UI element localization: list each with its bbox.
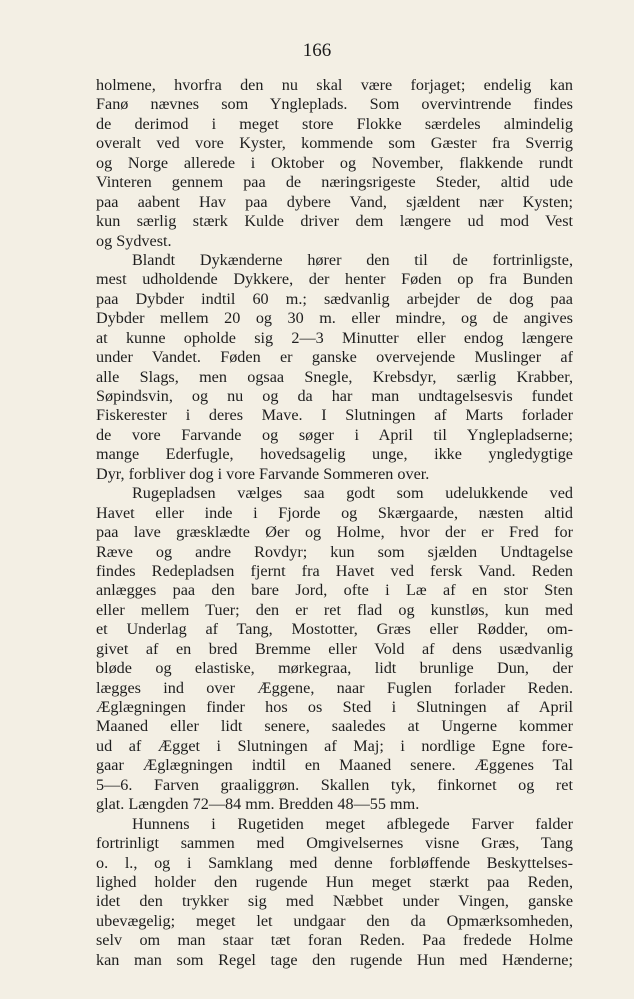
text-line: givet af en bred Bremme eller Vold af dens usædvanlig bbox=[96, 639, 573, 658]
text-line: holmene, hvorfra den nu skal være forjaget; endelig kan bbox=[96, 76, 573, 94]
text-line: Vinteren gennem paa de næringsrigeste Steder, altid ude bbox=[96, 173, 573, 192]
text-line: glat. Længden 72—84 mm. Bredden 48—55 mm. bbox=[96, 795, 420, 814]
text-line: Dybder mellem 20 og 30 m. eller mindre, og de angives bbox=[96, 309, 573, 328]
text-line: 5—6. Farven graaliggrøn. Skallen tyk, finkornet og ret bbox=[96, 775, 573, 794]
text-line: idet den trykker sig med Næbbet under Vingen, ganske bbox=[96, 892, 573, 911]
body-text bbox=[96, 76, 573, 970]
text-line: Hunnens i Rugetiden meget afblegede Farver falder bbox=[132, 814, 573, 833]
text-line: Ræve og andre Rovdyr; kun som sjælden Undtagelse bbox=[96, 542, 573, 561]
text-line: Dyr, forbliver dog i vore Farvande Sommeren over. bbox=[96, 464, 430, 483]
text-line: anlægges paa den bare Jord, ofte i Læ af en stor Sten bbox=[96, 581, 573, 600]
text-line: Søpindsvin, og nu og da har man undtagelsesvis fundet bbox=[96, 387, 573, 405]
text-line: de derimod i meget store Flokke særdeles almindelig bbox=[96, 114, 573, 133]
text-line: mest udholdende Dykkere, der henter Føden op fra Bunden bbox=[96, 270, 573, 289]
text-line: kun særlig stærk Kulde driver dem længere ud mod Vest bbox=[96, 212, 573, 231]
text-line: gaar Æglægningen indtil en Maaned senere. Æggenes Tal bbox=[96, 756, 573, 775]
text-line: fortrinligt sammen med Omgivelsernes visne Græs, Tang bbox=[96, 834, 573, 853]
text-line: Havet eller inde i Fjorde og Skærgaarde, næsten altid bbox=[96, 503, 573, 522]
text-line: og Sydvest. bbox=[96, 231, 172, 250]
text-line: at kunne opholde sig 2—3 Minutter eller endog længere bbox=[96, 328, 573, 347]
text-line: findes Redepladsen fjernt fra Havet ved fersk Vand. Reden bbox=[96, 561, 573, 580]
text-line: Blandt Dykænderne hører den til de fortrinligste, bbox=[132, 250, 573, 269]
text-line: o. l., og i Samklang med denne forbløffende Beskyttelses- bbox=[96, 853, 573, 872]
text-line: paa aabent Hav paa dybere Vand, sjældent nær Kysten; bbox=[96, 192, 573, 211]
text-line: alle Slags, men ogsaa Snegle, Krebsdyr, særlig Krabber, bbox=[96, 367, 573, 386]
text-line: og Norge allerede i Oktober og November, flakkende rundt bbox=[96, 153, 573, 172]
text-line: paa lave græsklædte Øer og Holme, hvor der er Fred for bbox=[96, 523, 573, 542]
text-line: Maaned eller lidt senere, saaledes at Ungerne kommer bbox=[96, 717, 573, 736]
text-line: kan man som Regel tage den rugende Hun med Hænderne; bbox=[96, 950, 573, 969]
text-line: Fiskerester i deres Mave. I Slutningen af Marts forlader bbox=[96, 406, 573, 425]
text-line: de vore Farvande og søger i April til Ynglepladserne; bbox=[96, 425, 573, 444]
text-line: Æglægningen finder hos os Sted i Slutningen af April bbox=[96, 698, 573, 716]
text-line: Fanø nævnes som Yngleplads. Som overvintrende findes bbox=[96, 95, 573, 114]
text-line: under Vandet. Føden er ganske overvejende Muslinger af bbox=[96, 348, 573, 367]
text-line: et Underlag af Tang, Mostotter, Græs eller Rødder, om- bbox=[96, 620, 573, 639]
text-line: ud af Ægget i Slutningen af Maj; i nordlige Egne fore- bbox=[96, 736, 573, 755]
text-line: eller mellem Tuer; den er ret flad og kunstløs, kun med bbox=[96, 600, 573, 619]
text-line: overalt ved vore Kyster, kommende som Gæster fra Sverrig bbox=[96, 134, 573, 153]
text-line: bløde og elastiske, mørkegraa, lidt brunlige Dun, der bbox=[96, 659, 573, 678]
text-line: lægges ind over Æggene, naar Fuglen forlader Reden. bbox=[96, 678, 573, 697]
text-line: Rugepladsen vælges saa godt som udelukkende ved bbox=[132, 484, 573, 503]
text-line: mange Ederfugle, hovedsagelig unge, ikke yngledygtige bbox=[96, 445, 573, 464]
text-line: paa Dybder indtil 60 m.; sædvanlig arbejder de dog paa bbox=[96, 289, 573, 308]
text-line: ubevægelig; meget let undgaar den da Opmærksomheden, bbox=[96, 911, 573, 930]
page-number: 166 bbox=[302, 40, 332, 61]
text-line: selv om man staar tæt foran Reden. Paa fredede Holme bbox=[96, 931, 573, 950]
text-line: lighed holder den rugende Hun meget stærkt paa Reden, bbox=[96, 872, 573, 891]
